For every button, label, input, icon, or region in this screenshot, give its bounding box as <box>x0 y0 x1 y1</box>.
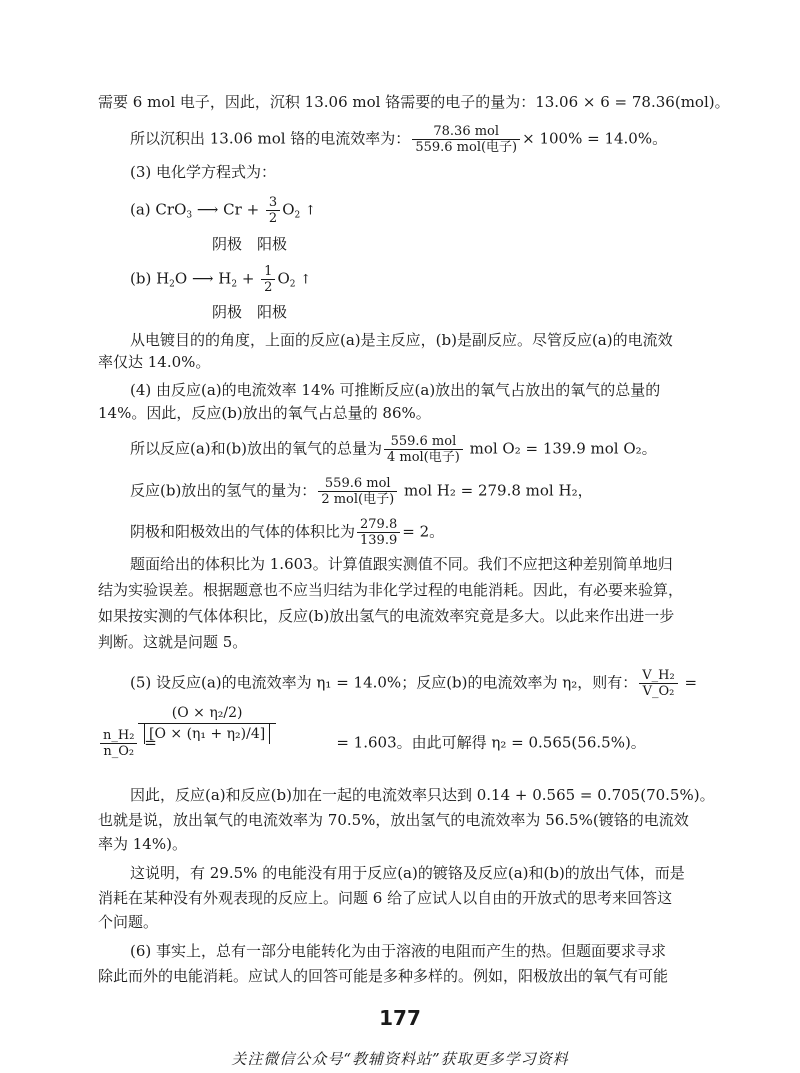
text-run: = 1.603。由此可解得 η₂ = 0.565(56.5%)。 <box>336 733 646 752</box>
text-line: 结为实验误差。根据题意也不应当归结为非化学过程的电能消耗。因此，有必要来验算， <box>98 581 684 599</box>
electrode-labels: 阴极 阳极 <box>212 303 288 321</box>
text-run: 阴极和阳极效出的气体的体积比为 <box>130 522 356 541</box>
bracket-expression: [O × (η₁ + η₂)/4] <box>144 724 270 744</box>
text-run: = 2。 <box>402 522 445 541</box>
gas-arrow-icon: ↑ <box>305 203 316 219</box>
fraction-denominator: 2 <box>268 211 278 226</box>
text-run: ⟶ Cr + <box>192 200 264 219</box>
subscript: 2 <box>289 279 296 290</box>
text-line: 率仅达 14.0%。 <box>98 353 211 371</box>
text-line: 除此而外的电能消耗。应试人的回答可能是多种多样的。例如，阳极放出的氧气有可能 <box>98 967 669 985</box>
text-line: (6) 事实上，总有一部分电能转化为由于溶液的电阻而产生的热。但题面要求寻求 <box>130 942 667 960</box>
fraction <box>639 668 677 699</box>
text-run: O <box>282 200 295 219</box>
big-fraction <box>138 703 276 744</box>
electrode-labels: 阴极 阳极 <box>212 235 288 253</box>
fraction-denominator: 4 mol(电子) <box>386 450 460 465</box>
fraction-numerator: n_H₂ <box>100 728 137 744</box>
equation-a <box>130 195 750 226</box>
fraction <box>100 728 137 759</box>
hydrogen-line <box>130 476 750 507</box>
problem5-line <box>130 668 750 699</box>
text-run: = <box>684 673 698 692</box>
subscript: 2 <box>169 279 175 290</box>
oxygen-total-line <box>130 434 750 465</box>
fraction-denominator: V_O₂ <box>642 684 675 699</box>
text-run: mol H₂ = 279.8 mol H₂， <box>403 481 593 500</box>
footer-watermark: 关注微信公众号“教辅资料站”获取更多学习资料 <box>231 1050 569 1068</box>
text-line: 判断。这就是问题 5。 <box>98 633 248 651</box>
text-line: 14%。因此，反应(b)放出的氧气占总量的 86%。 <box>98 404 431 422</box>
fraction-numerator: V_H₂ <box>639 668 677 684</box>
fraction <box>318 476 397 507</box>
fraction-numerator: 1 <box>261 264 275 280</box>
text-run: 反应(b)放出的氢气的量为： <box>130 481 317 500</box>
text-run: (5) 设反应(a)的电流效率为 η₁ = 14.0%；反应(b)的电流效率为 η₂，则有： <box>130 673 638 692</box>
fraction-numerator: 279.8 <box>357 517 400 533</box>
subscript: 2 <box>294 210 301 221</box>
fraction-denominator: 559.6 mol(电子) <box>415 140 518 155</box>
big-fraction-numerator: (O × η₂/2) <box>138 703 276 724</box>
fraction-numerator: 559.6 mol <box>318 476 397 492</box>
fraction <box>261 264 275 295</box>
text-run: (a) CrO <box>130 200 187 219</box>
equation-b <box>130 264 750 295</box>
text-run: 所以沉积出 13.06 mol 铬的电流效率为： <box>130 129 411 148</box>
text-line: 率为 14%)。 <box>98 835 187 853</box>
subscript: 2 <box>231 279 238 290</box>
text-run: + <box>237 269 260 288</box>
text-line: 因此，反应(a)和反应(b)加在一起的电流效率只达到 0.14 + 0.565 = 0.705(70.5%)。 <box>130 786 715 804</box>
fraction <box>412 124 520 155</box>
subscript: 3 <box>186 210 193 221</box>
text-run: mol O₂ = 139.9 mol O₂。 <box>469 439 657 458</box>
efficiency-line <box>130 124 750 155</box>
text-line: (3) 电化学方程式为： <box>130 163 277 181</box>
text-line: 这说明，有 29.5% 的电能没有用于反应(a)的镀铬及反应(a)和(b)的放出气体，而是 <box>130 864 685 882</box>
text-run: (b) H <box>130 269 170 288</box>
text-line: 题面给出的体积比为 1.603。计算值跟实测值不同。我们不应把这种差别简单地归 <box>130 555 673 573</box>
fraction-numerator: 3 <box>266 195 280 211</box>
text-line: 消耗在某种没有外观表现的反应上。问题 6 给了应试人以自由的开放式的思考来回答这 <box>98 889 673 907</box>
fraction-numerator: 78.36 mol <box>412 124 520 140</box>
fraction-denominator: 139.9 <box>360 533 398 548</box>
text-line: (4) 由反应(a)的电流效率 14% 可推断反应(a)放出的氧气占放出的氧气的总量的 <box>130 381 661 399</box>
text-run: O <box>277 269 290 288</box>
text-run: = <box>144 733 157 752</box>
text-line: 需要 6 mol 电子，因此，沉积 13.06 mol 铬需要的电子的量为：13.06 × 6 = 78.36(mol)。 <box>98 93 730 111</box>
text-line: 也就是说，放出氧气的电流效率为 70.5%，放出氢气的电流效率为 56.5%(镀铬的电流效 <box>98 811 689 829</box>
page-number: 177 <box>379 1006 421 1030</box>
text-line: 从电镀目的的角度，上面的反应(a)是主反应，(b)是副反应。尽管反应(a)的电流效 <box>130 331 673 349</box>
fraction-denominator: 2 mol(电子) <box>321 492 395 507</box>
text-run: 所以反应(a)和(b)放出的氧气的总量为 <box>130 439 382 458</box>
text-line: 个问题。 <box>98 913 159 931</box>
gas-arrow-icon: ↑ <box>300 272 312 288</box>
fraction-denominator: n_O₂ <box>103 744 135 759</box>
volume-ratio-line <box>130 517 750 548</box>
text-line: 如果按实测的气体体积比，反应(b)放出氢气的电流效率究竟是多大。以此来作出进一步 <box>98 607 675 625</box>
fraction <box>266 195 280 226</box>
text-run: O ⟶ H <box>174 269 232 288</box>
fraction-numerator: 559.6 mol <box>384 434 463 450</box>
fraction <box>357 517 400 548</box>
text-run: × 100% = 14.0%。 <box>522 129 668 148</box>
fraction <box>384 434 463 465</box>
big-fraction-denominator <box>138 724 276 744</box>
fraction-denominator: 2 <box>264 280 273 295</box>
